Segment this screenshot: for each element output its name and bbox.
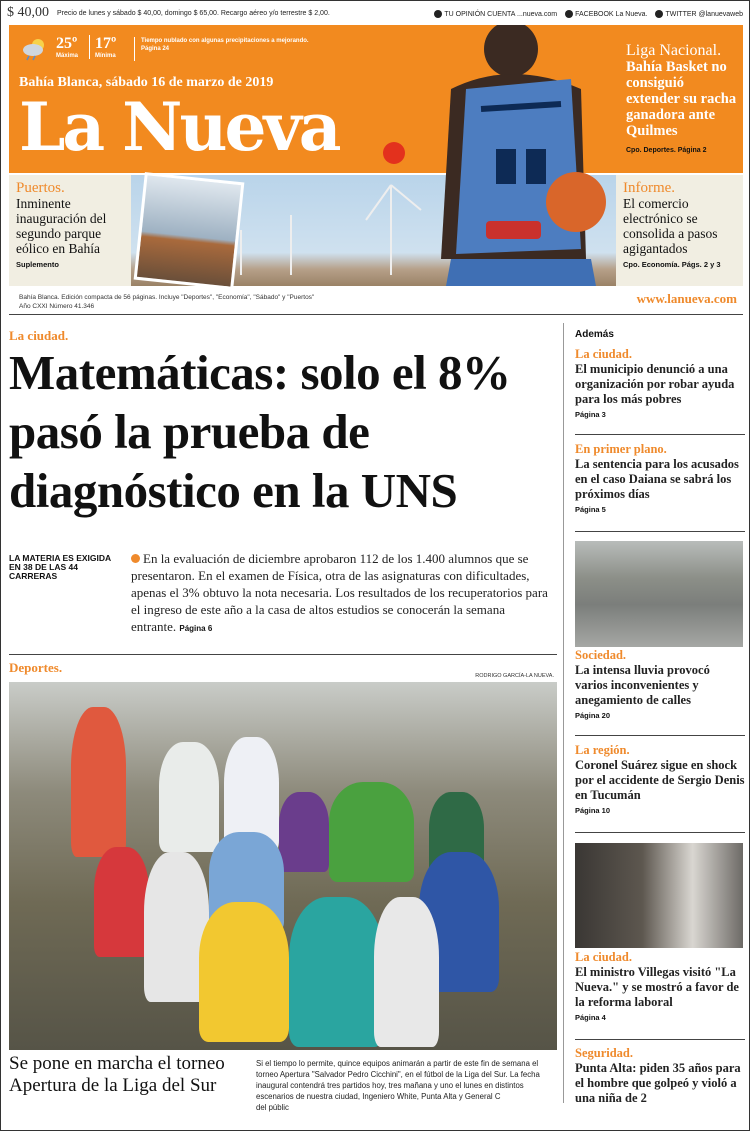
chat-icon	[434, 10, 442, 18]
logo-dot	[383, 142, 405, 164]
rain-street-photo	[575, 541, 743, 647]
social-links	[432, 10, 745, 18]
column-divider	[563, 323, 564, 1103]
temp-min: 17º Mínima	[89, 35, 116, 59]
facebook-icon	[565, 10, 573, 18]
basketball-player-photo	[421, 25, 636, 286]
informe-teaser[interactable]: Informe. El comercio electrónico se consolida a pasos agigantados Cpo. Economía. Págs. 2 y 3	[616, 175, 743, 286]
divider	[9, 314, 743, 315]
divider	[9, 654, 557, 655]
liga-nacional-teaser[interactable]: Liga Nacional. Bahía Basket no consiguió extender su racha ganadora ante Quilmes Cpo. Deportes. Página 2	[626, 42, 737, 154]
sports-headline[interactable]: Se pone en marcha el torneo Apertura de la Liga del Sur	[9, 1053, 225, 1096]
temp-max: 25º Máxima	[56, 35, 79, 59]
sidebar-item[interactable]: Sociedad. La intensa lluvia provocó varios inconvenientes y anegamiento de calles Página 20	[575, 648, 710, 720]
sidebar-item[interactable]: La ciudad. El municipio denunció a una organización por robar ayuda para los más pobres Página 3	[575, 347, 735, 419]
puertos-supplement-cover	[134, 172, 245, 290]
main-side-note: LA MATERIA ES EXIGIDA EN 38 DE LAS 44 CARRERAS	[9, 553, 111, 581]
divider	[575, 1039, 745, 1040]
sports-kicker: Deportes.	[9, 660, 63, 675]
main-kicker: La ciudad.	[9, 328, 69, 343]
top-strip	[1, 1, 750, 25]
edition-info: Bahía Blanca. Edición compacta de 56 páginas. Incluye "Deportes", "Economía", "Sábado" y "Puertos" Año CXXI Número 41.346	[19, 294, 315, 310]
sidebar-title: Además	[575, 329, 614, 340]
twitter-icon	[655, 10, 663, 18]
price-note: Precio de lunes y sábado $ 40,00, domingo $ 65,00. Recargo aéreo y/o terrestre $ 2,00.	[57, 10, 330, 17]
social-opinion[interactable]: TU OPINIÓN CUENTA ...nueva.com	[434, 10, 557, 18]
sports-text: Si el tiempo lo permite, quince equipos animarán a partir de este fin de semana el torneo Apertura "Salvador Pedro Cicchini", en el fútbol de la Liga del Sur. La fecha inaugural contendrá tres partidos hoy, tres mañana y uno el lunes en distintos escenarios de nuestra ciudad, Ingeniero White, Punta Alta y General C del públic	[256, 1059, 540, 1112]
social-facebook[interactable]: FACEBOOK La Nueva.	[565, 10, 647, 18]
social-twitter[interactable]: TWITTER @lanuevaweb	[655, 10, 743, 18]
sidebar-item[interactable]: En primer plano. La sentencia para los acusados en el caso Daiana se sabrá los próximos días Página 5	[575, 442, 739, 514]
divider	[575, 735, 745, 736]
forecast: Tiempo nublado con algunas precipitaciones a mejorando. Página 24	[134, 37, 309, 61]
photo-credit: RODRIGO GARCÍA-LA NUEVA.	[475, 673, 554, 679]
divider	[575, 832, 745, 833]
sidebar-item[interactable]: La ciudad. El ministro Villegas visitó "La Nueva." y se mostró a favor de la reforma laboral Página 4	[575, 950, 739, 1022]
price: $ 40,00	[7, 5, 49, 20]
partly-cloudy-rain-icon	[21, 37, 49, 61]
website-link[interactable]: www.lanueva.com	[636, 291, 737, 306]
minister-photo	[575, 843, 743, 948]
main-deck: En la evaluación de diciembre aprobaron 112 de los 1.400 alumnos que se presentaron. En el examen de Física, otra de las asignaturas con dificultades, apenas el 3% obtuvo la nota necesaria. Los resultados de los recuperatorios para el ingreso de este año a la casa de altos estudios se conocerán la semana entrante. Página 6	[131, 551, 548, 634]
sidebar-item[interactable]: La región. Coronel Suárez sigue en shock por el accidente de Sergio Denis en Tucumán Página 10	[575, 743, 745, 815]
divider	[575, 434, 745, 435]
logo[interactable]: La Nueva	[19, 88, 339, 166]
puertos-teaser[interactable]: Puertos. Inminente inauguración del segundo parque eólico en Bahía Suplemento	[9, 175, 131, 286]
sports-team-photo	[9, 682, 557, 1050]
sidebar-item[interactable]: Seguridad. Punta Alta: piden 35 años para el hombre que golpeó y violó a una niña de 2	[575, 1046, 741, 1105]
bullet-icon	[131, 554, 140, 563]
edition-date: Bahía Blanca, sábado 16 de marzo de 2019	[19, 75, 274, 90]
main-headline[interactable]: Matemáticas: solo el 8% pasó la prueba de diagnóstico en la UNS	[9, 345, 511, 518]
divider	[575, 531, 745, 532]
